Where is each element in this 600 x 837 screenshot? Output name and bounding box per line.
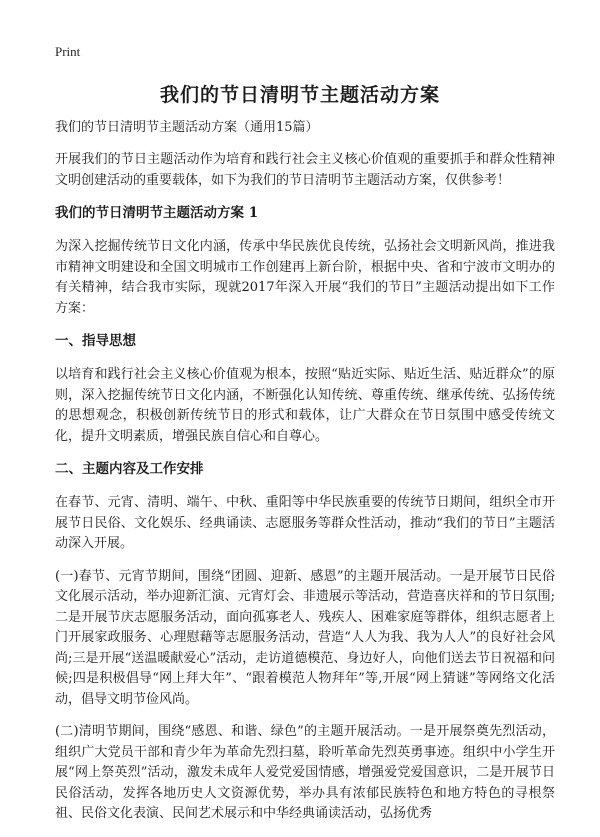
page-title: 我们的节日清明节主题活动方案: [159, 84, 440, 106]
document-subtitle: 我们的节日清明节主题活动方案（通用15篇）: [55, 120, 319, 135]
print-label[interactable]: Print: [55, 44, 81, 59]
content-heading: 二、主题内容及工作安排: [55, 461, 204, 477]
spring-festival-paragraph: (一)春节、元宵节期间，围绕“团圆、迎新、感恩”的主题开展活动。一是开展节日民俗文化展示活动，举办迎新汇演、元宵灯会、非遗展示等活动，营造喜庆祥和的节日氛围;二是开展节庆志愿服务活动，面向孤寡老人、残疾人、困难家庭等群体，组织志愿者上门开展家政服务、心理慰藉等志愿服务活动，营造“人人为我、我为人人”的良好社会风尚;三是开展“送温暖献爱心”活动，走访道德模范、身边好人，向他们送去节日祝福和问候;四是积极倡导“网上拜大年”、“跟着模范人物拜年”等,开展“网上猜谜”等网络文化活动，倡导文明节俭风尚。: [55, 568, 555, 707]
section-heading: 我们的节日清明节主题活动方案 1: [55, 205, 259, 221]
guiding-paragraph: 以培育和践行社会主义核心价值观为根本，按照“贴近实际、贴近生活、贴近群众”的原则，深入挖掘传统节日文化内涵，不断强化认知传统、尊重传统、继承传统、弘扬传统的思想观念，积极创新传统节日的形式和载体，让广大群众在节日氛围中感受传统文化，提升文明素质，增强民族自信心和自尊心。: [55, 367, 555, 444]
intro-paragraph: 开展我们的节日主题活动作为培育和践行社会主义核心价值观的重要抓手和群众性精神文明创建活动的重要载体，如下为我们的节日清明节主题活动方案，仅供参考！: [55, 152, 555, 188]
document-body: [55, 118, 555, 837]
section-paragraph: 为深入挖掘传统节日文化内涵，传承中华民族优良传统，弘扬社会文明新风尚，推进我市精神文明建设和全国文明城市工作创建再上新台阶，根据中央、省和宁波市文明办的有关精神，结合我市实际，现就2017年深入开展“我们的节日”主题活动提出如下工作方案：: [55, 239, 555, 316]
guiding-heading: 一、指导思想: [55, 333, 136, 349]
content-paragraph: 在春节、元宵、清明、端午、中秋、重阳等中华民族重要的传统节日期间，组织全市开展节日民俗、文化娱乐、经典诵读、志愿服务等群众性活动，推动“我们的节日”主题活动深入开展。: [55, 495, 555, 551]
qingming-paragraph: (二)清明节期间，围绕“感恩、和谐、绿色”的主题开展活动。一是开展祭奠先烈活动，组织广大党员干部和青少年为革命先烈扫墓，聆听革命先烈英勇事迹。组织中小学生开展“网上祭英烈”活动，激发未成年人爱党爱国情感，增强爱党爱国意识，二是开展节日民俗活动，发挥各地历史人文资源优势，举办具有浓郁民族特色和地方特色的寻根祭祖、民俗文化表演、民间艺术展示和中华经典诵读活动，弘扬优秀: [55, 724, 555, 821]
